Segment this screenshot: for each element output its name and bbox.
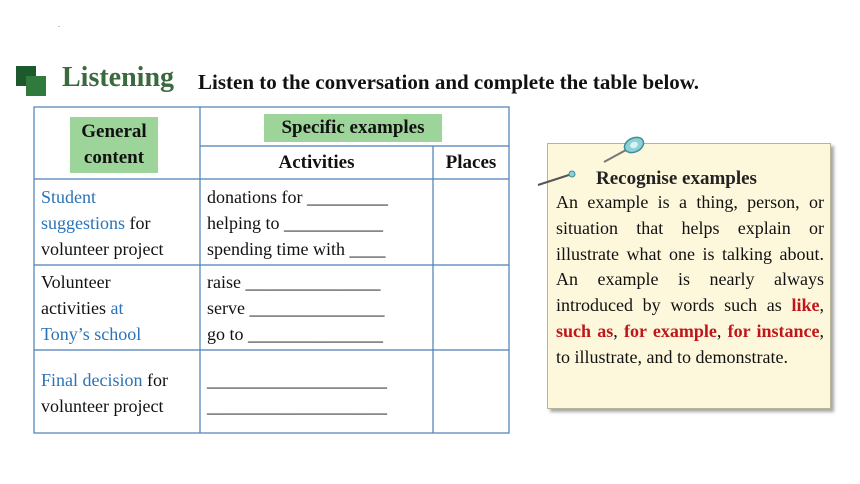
note-keyword: like: [791, 295, 820, 316]
note-title: Recognise examples: [596, 168, 757, 189]
note-text: An example is a thing, person, or situation that helps explain or illustrate what one is talking about. An example is nearly always introduced by words such as: [556, 192, 824, 316]
note-text: ,: [613, 320, 624, 341]
table-row-activities: [207, 184, 431, 262]
pushpin-icon: [600, 134, 652, 168]
activity-blank: spending time with ____: [207, 239, 386, 259]
note-text: ,: [716, 320, 728, 341]
slide-dot: .: [58, 20, 60, 29]
general-text: suggestions: [41, 213, 126, 233]
note-body: [556, 190, 824, 371]
note-keyword: for example: [623, 320, 717, 341]
note-text: ,: [819, 295, 824, 316]
general-text: Volunteer: [41, 272, 111, 292]
logo-squares-icon: [16, 66, 46, 96]
general-text: for: [142, 370, 168, 390]
activities-header: Activities: [278, 152, 355, 173]
table-row-general: [41, 269, 199, 347]
activity-blank: donations for _________: [207, 187, 388, 207]
activity-blank: ____________________: [207, 370, 387, 390]
general-text: volunteer project: [41, 396, 164, 416]
instruction-text: Listen to the conversation and complete the table below.: [198, 70, 700, 94]
note-keyword: such as: [556, 320, 614, 341]
general-text: Final decision: [41, 370, 143, 390]
general-text: activities: [41, 298, 106, 318]
general-text: Tony’s school: [41, 324, 142, 344]
general-content-tag: [70, 117, 158, 173]
places-header: Places: [445, 152, 497, 173]
table-row-general: [41, 367, 199, 419]
activity-blank: raise _______________: [207, 272, 381, 292]
activity-blank: serve _______________: [207, 298, 385, 318]
specific-examples-tag: Specific examples: [264, 114, 442, 142]
note-keyword: for instance: [727, 320, 820, 341]
general-content-line1: General: [81, 121, 147, 142]
activity-blank: go to _______________: [207, 324, 384, 344]
tip-note-card: [547, 143, 831, 409]
pin-needle-icon: [536, 168, 578, 190]
section-title: Listening: [62, 62, 175, 93]
table-row-activities: [207, 269, 431, 347]
table-row-activities: [207, 367, 431, 419]
table-row-general: [41, 184, 199, 262]
general-content-line2: content: [83, 147, 145, 168]
activity-blank: helping to ___________: [207, 213, 383, 233]
general-text: for: [125, 213, 151, 233]
general-text: at: [105, 298, 124, 318]
general-text: volunteer project: [41, 239, 164, 259]
general-text: Student: [41, 187, 97, 207]
note-text: , to illustrate, and to demonstrate.: [556, 320, 824, 367]
activity-blank: ____________________: [207, 396, 387, 416]
